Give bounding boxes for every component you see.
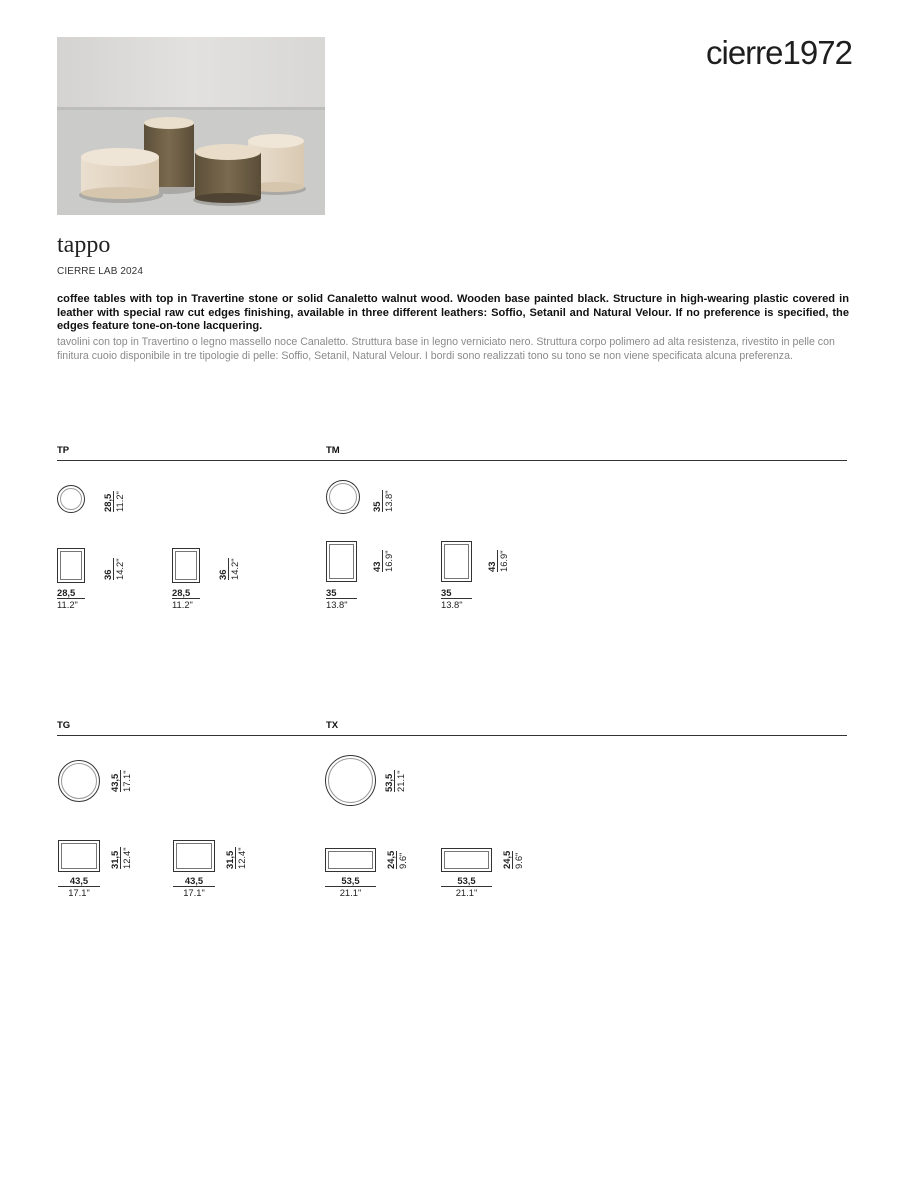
tg-side-1-height-dimension: 31,5 12.4" xyxy=(109,847,132,869)
tp-side-view-2 xyxy=(172,548,200,583)
brand-logo: cierre1972 xyxy=(706,34,852,71)
tx-diameter-dimension: 53,5 21.1" xyxy=(383,770,406,792)
tp-top-view xyxy=(57,485,85,513)
tp-diameter-dimension: 28,5 11.2" xyxy=(102,491,125,512)
product-photo xyxy=(57,37,325,215)
tg-side-view-2 xyxy=(173,840,215,872)
product-title: tappo xyxy=(57,232,111,258)
tx-side-2-height-dimension: 24,5 9.6" xyxy=(501,850,524,869)
description-italian: tavolini con top in Travertino o legno massello noce Canaletto. Struttura base in legno verniciato nero. Struttura corpo polimero ad alta resistenza, rivestito in pelle con finitura cuoio disponibile in tre tipologie di pelle: Soffio, Setanil, Natural Velour. I bordi sono realizzati tono su tono se non viene specificata alcuna preferenza. xyxy=(57,336,835,362)
tx-side-2-width-dimension: 53,5 21.1" xyxy=(441,876,492,897)
tx-side-1-width-dimension: 53,5 21.1" xyxy=(325,876,376,897)
product-collection: CIERRE LAB 2024 xyxy=(57,266,143,277)
tg-top-view xyxy=(58,760,100,802)
tm-side-1-height-dimension: 43 16.9" xyxy=(371,550,394,572)
section-label-tx: TX xyxy=(326,720,339,731)
section-label-tp: TP xyxy=(57,445,70,456)
tm-side-2-width-dimension: 35 13.8" xyxy=(441,588,472,609)
tm-diameter-dimension: 35 13.8" xyxy=(371,490,394,512)
tx-side-view-1 xyxy=(325,848,376,872)
section-label-tm: TM xyxy=(326,445,340,456)
tp-side-1-width-dimension: 28,5 11.2" xyxy=(57,588,85,609)
tg-side-view-1 xyxy=(58,840,100,872)
tp-side-2-height-dimension: 36 14.2" xyxy=(217,558,240,580)
tg-side-2-width-dimension: 43,5 17.1" xyxy=(173,876,215,897)
tg-side-1-width-dimension: 43,5 17.1" xyxy=(58,876,100,897)
section-rule-bottom xyxy=(57,735,847,736)
tx-top-view xyxy=(325,755,376,806)
tp-side-view-1 xyxy=(57,548,85,583)
product-photo-illustration xyxy=(57,37,325,215)
tg-diameter-dimension: 43,5 17.1" xyxy=(109,770,132,792)
section-label-tg: TG xyxy=(57,720,71,731)
tm-top-view xyxy=(326,480,360,514)
tg-side-2-height-dimension: 31,5 12.4" xyxy=(224,847,247,869)
tm-side-view-1 xyxy=(326,541,357,582)
description-english: coffee tables with top in Travertine stone or solid Canaletto walnut wood. Wooden base painted black. Structure in high-wearing plastic covered in leather with special raw cut edges finishing, available in three different leathers: Soffio, Setanil and Natural Velour. If no preference is specified, the edges feature tone-on-tone lacquering. xyxy=(57,293,849,333)
tm-side-1-width-dimension: 35 13.8" xyxy=(326,588,357,609)
tp-side-1-height-dimension: 36 14.2" xyxy=(102,558,125,580)
tx-side-1-height-dimension: 24,5 9.6" xyxy=(385,850,408,869)
tp-side-2-width-dimension: 28,5 11.2" xyxy=(172,588,200,609)
section-rule-top xyxy=(57,460,847,461)
tm-side-view-2 xyxy=(441,541,472,582)
tx-side-view-2 xyxy=(441,848,492,872)
tm-side-2-height-dimension: 43 16.9" xyxy=(486,550,509,572)
